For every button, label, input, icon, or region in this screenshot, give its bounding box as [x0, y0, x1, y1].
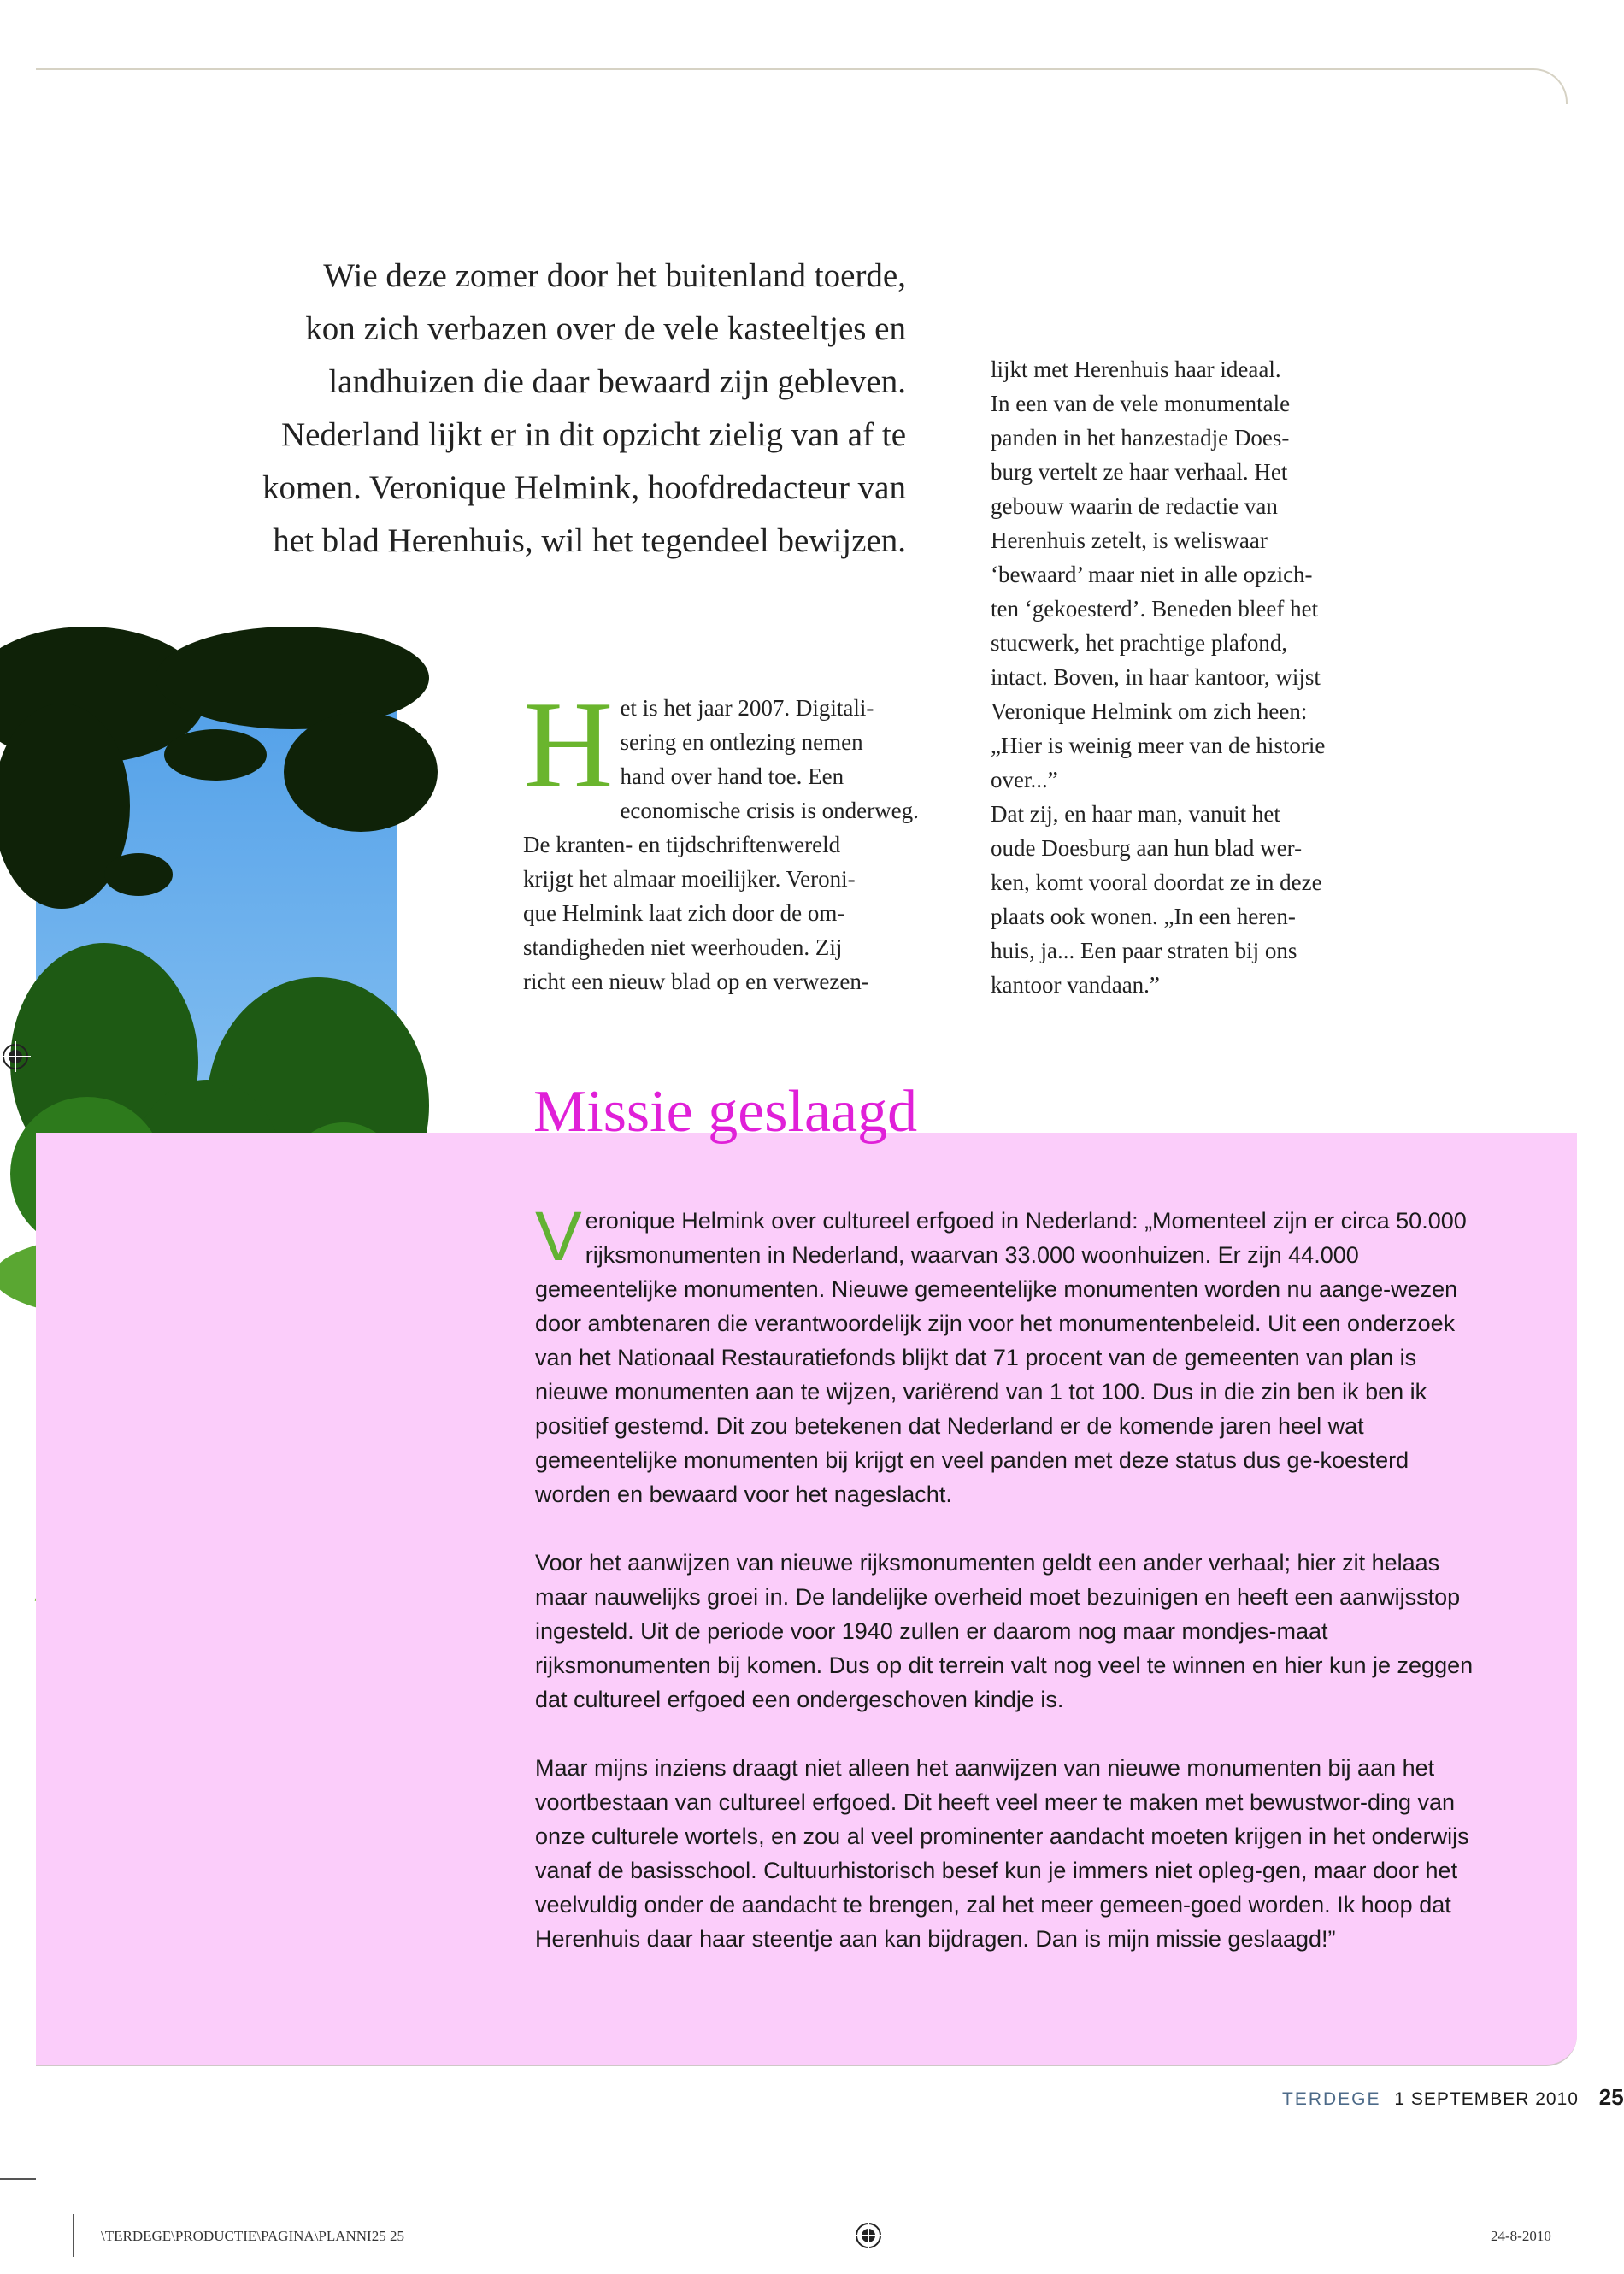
intro-line: Wie deze zomer door het buitenland toerde,	[323, 257, 906, 294]
text-line: standigheden niet weerhouden. Zij	[523, 934, 843, 960]
print-slug-date: 24-8-2010	[1491, 2228, 1551, 2244]
magazine-name: TERDEGE	[1282, 2089, 1381, 2109]
text-line: „Hier is weinig meer van de historie	[991, 733, 1326, 758]
text-line: gebouw waarin de redactie van	[991, 493, 1278, 519]
sidebar-paragraph: Voor het aanwijzen van nieuwe rijksmonumenten geldt een ander verhaal; hier zit helaas maar nauwelijks groei in. De landelijke overheid moet bezuinigen en heeft een aanwijsstop ingesteld. Uit de periode voor 1940 zullen er daarom nog maar mondjes-maat rijksmonumenten bij komen. Dus op dit terrein valt nog veel te winnen en hier kun je zeggen dat cultureel erfgoed een ondergeschoven kindje is.	[535, 1550, 1474, 1712]
text-line: kantoor vandaan.”	[991, 972, 1160, 998]
drop-cap: H	[523, 675, 614, 814]
issue-date: 1 SEPTEMBER 2010	[1394, 2089, 1579, 2109]
body-column-1	[523, 675, 942, 999]
text-line: oude Doesburg aan hun blad wer-	[991, 835, 1303, 861]
sidebar-paragraph: Maar mijns inziens draagt niet alleen het aanwijzen van nieuwe monumenten bij aan het voortbestaan van cultureel erfgoed. Dit heeft veel meer te maken met bewustwor-ding van onze culturele wortels, en zou al veel prominenter aandacht moeten krijgen in het onderwijs vanaf de basisschool. Cultuurhistorisch besef kun je immers niet opleg-gen, maar door het veelvuldig onder de aandacht te brengen, zal het meer gemeen-goed worden. Ik hoop dat Herenhuis daar haar steentje aan kan bijdragen. Dan is mijn missie geslaagd!”	[535, 1755, 1469, 1952]
text-line: stucwerk, het prachtige plafond,	[991, 630, 1288, 656]
text-line: lijkt met Herenhuis haar ideaal.	[991, 356, 1281, 382]
text-line: intact. Boven, in haar kantoor, wijst	[991, 664, 1321, 690]
text-line: richt een nieuw blad op en verwezen-	[523, 969, 869, 994]
text-line: plaats ook wonen. „In een heren-	[991, 904, 1296, 929]
intro-line: komen. Veronique Helmink, hoofdredacteur van	[262, 469, 906, 506]
sidebar-text	[535, 1198, 1484, 1990]
text-line: panden in het hanzestadje Does-	[991, 425, 1290, 451]
sidebar-paragraph	[535, 1198, 1484, 1511]
intro-line: het blad Herenhuis, wil het tegendeel bewijzen.	[273, 522, 906, 559]
text-line: Herenhuis zetelt, is weliswaar	[991, 527, 1268, 553]
text-line: krijgt het almaar moeilijker. Veroni-	[523, 866, 856, 892]
intro-lead	[137, 250, 906, 568]
text-line: De kranten- en tijdschriftenwereld	[523, 832, 841, 857]
intro-line: kon zich verbazen over de vele kasteeltjes en	[305, 310, 906, 347]
text-line: et is het jaar 2007. Digitali-	[620, 695, 874, 721]
page-top-rule	[36, 68, 1568, 104]
text-line: Veronique Helmink om zich heen:	[991, 698, 1308, 724]
page-number: 25	[1598, 2084, 1624, 2110]
text-line: economische crisis is onderweg.	[620, 798, 919, 823]
text-line: over...”	[991, 767, 1058, 792]
text-line: ken, komt vooral doordat ze in deze	[991, 869, 1322, 895]
crop-mark	[73, 2214, 74, 2257]
text-line: hand over hand toe. Een	[620, 763, 844, 789]
registration-mark-icon	[853, 2220, 884, 2251]
text-line: que Helmink laat zich door de om-	[523, 900, 845, 926]
intro-line: landhuizen die daar bewaard zijn gebleven.	[328, 363, 906, 400]
print-slug-path: \TERDEGE\PRODUCTIE\PAGINA\PLANNI25 25	[101, 2228, 404, 2244]
paragraph-text: eronique Helmink over cultureel erfgoed in Nederland: „Momenteel zijn er circa 50.000 rijksmonumenten in Nederland, waarvan 33.000 woonhuizen. Er zijn 44.000 gemeentelijke monumenten. Nieuwe gemeentelijke monumenten worden nu aange-wezen door ambtenaren die verantwoordelijk zijn voor het monumentenbeleid. Uit een onderzoek van het Nationaal Restauratiefonds blijkt dat 71 procent van de gemeenten van plan is nieuwe monumenten aan te wijzen, variërend van 1 tot 100. Dus in die zin ben ik ben ik positief gestemd. Dit zou betekenen dat Nederland er de komende jaren heel wat gemeentelijke monumenten bij krijgt en veel panden met deze status dus ge-koesterd worden en bewaard voor het nageslacht.	[535, 1208, 1467, 1507]
text-line: sering en ontlezing nemen	[620, 729, 863, 755]
sidebar-title: Missie geslaagd	[533, 1079, 918, 1145]
registration-mark-icon	[0, 1041, 31, 1072]
drop-cap: V	[535, 1198, 582, 1275]
page-footer	[1282, 2084, 1624, 2118]
intro-line: Nederland lijkt er in dit opzicht zielig van af te	[281, 416, 906, 453]
text-line: Dat zij, en haar man, vanuit het	[991, 801, 1280, 827]
text-line: burg vertelt ze haar verhaal. Het	[991, 459, 1288, 485]
crop-mark	[0, 2178, 36, 2180]
text-line: In een van de vele monumentale	[991, 391, 1291, 416]
text-line: huis, ja... Een paar straten bij ons	[991, 938, 1297, 963]
text-line: ten ‘gekoesterd’. Beneden bleef het	[991, 596, 1319, 622]
text-line: ‘bewaard’ maar niet in alle opzich-	[991, 562, 1313, 587]
body-column-2	[991, 352, 1409, 1002]
